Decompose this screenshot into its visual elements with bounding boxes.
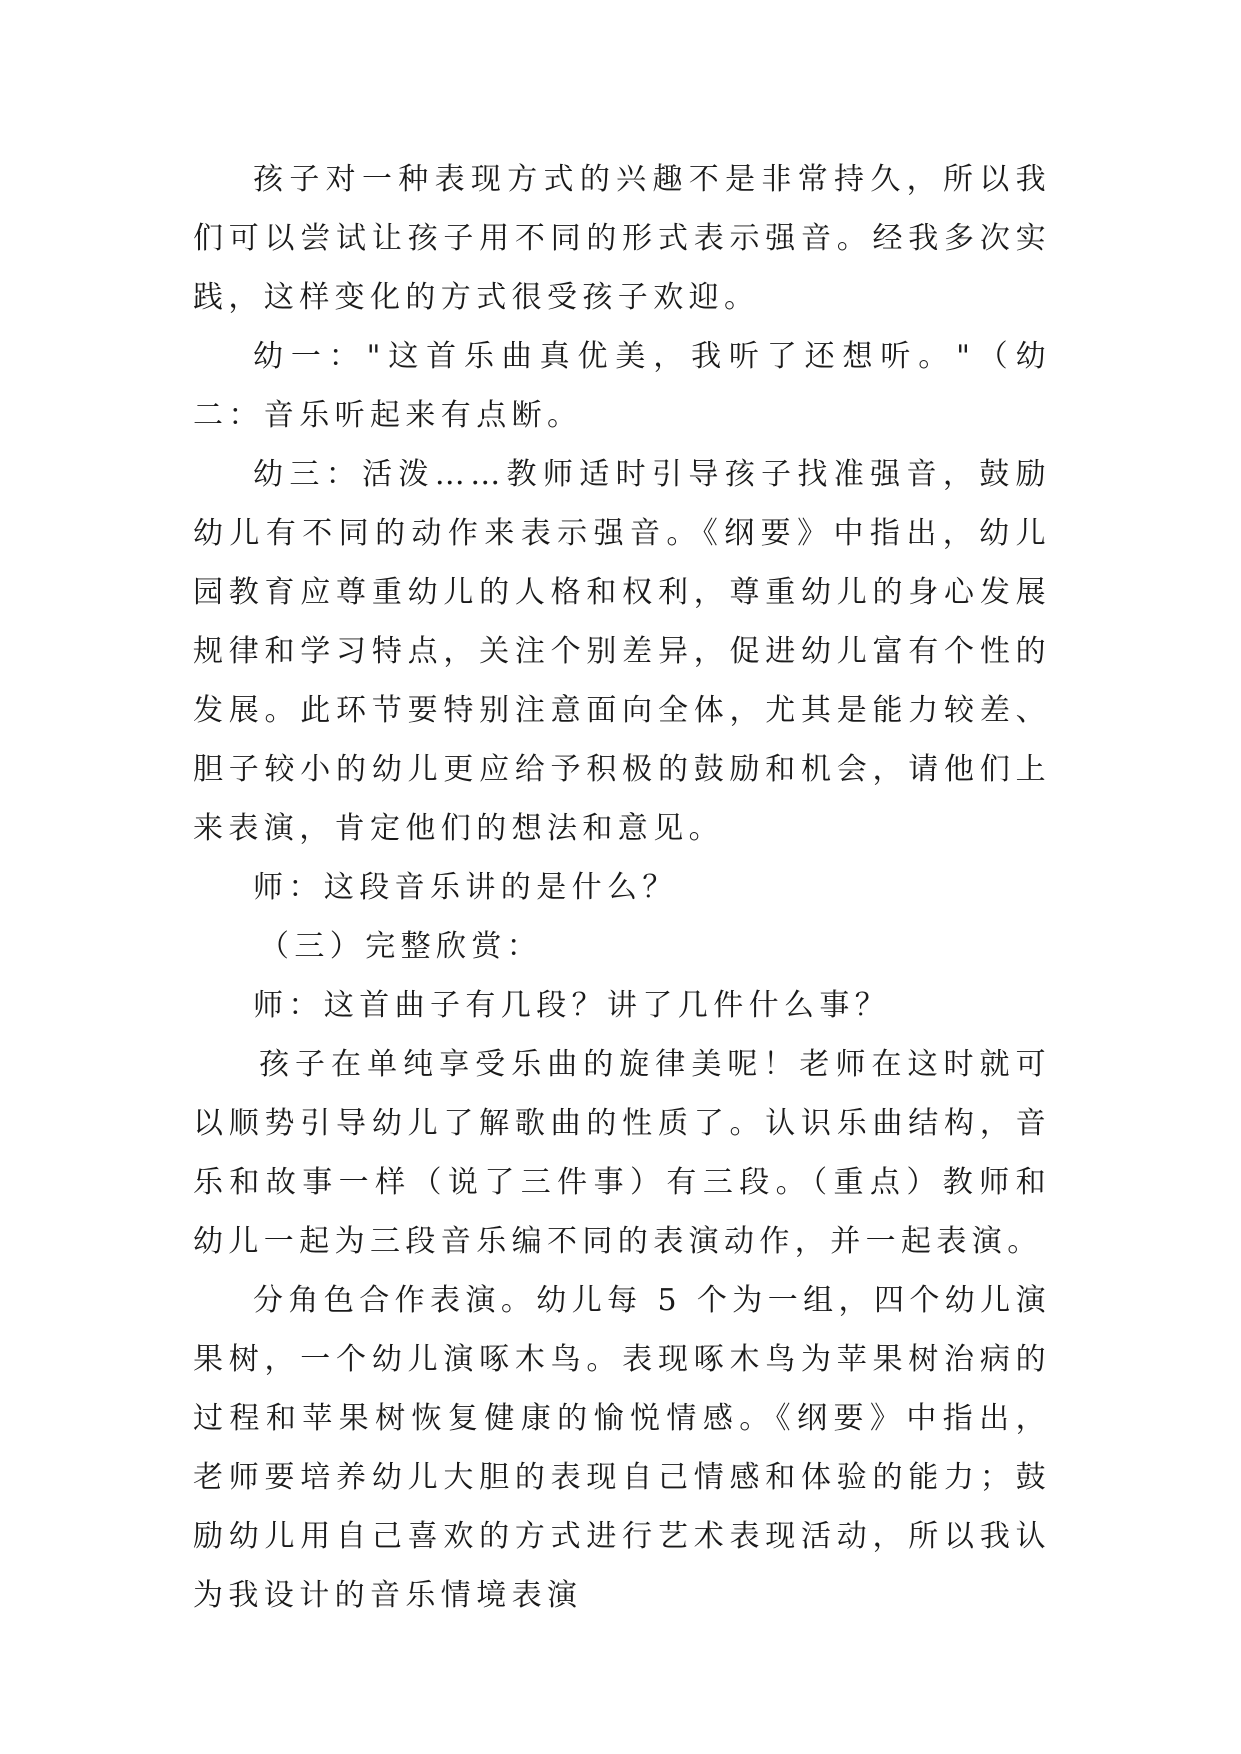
paragraph-5: （三）完整欣赏：: [259, 929, 543, 964]
paragraph-8: 分角色合作表演。幼儿每 5 个为一组，四个幼儿演果树，一个幼儿演啄木鸟。表现啄木鸟为苹果树治病的过程和苹果树恢复健康的愉悦情感。《纲要》中指出，老师要培养幼儿大胆的表现自己情感和体验的能力；鼓励幼儿用自己喜欢的方式进行艺术表现活动，所以我认为我设计的音乐情境表演: [193, 1283, 1051, 1613]
paragraph-2: 幼一："这首乐曲真优美，我听了还想听。"（幼二：音乐听起来有点断。: [193, 339, 1051, 433]
paragraph-6: 师：这首曲子有几段？讲了几件什么事？: [253, 988, 891, 1023]
paragraph-7: 孩子在单纯享受乐曲的旋律美呢！老师在这时就可以顺势引导幼儿了解歌曲的性质了。认识乐曲结构，音乐和故事一样（说了三件事）有三段。（重点）教师和幼儿一起为三段音乐编不同的表演动作，并一起表演。: [193, 1047, 1051, 1259]
document-body: [193, 150, 1051, 1625]
paragraph-4: 师：这段音乐讲的是什么？: [253, 870, 678, 905]
paragraph-1: 孩子对一种表现方式的兴趣不是非常持久，所以我们可以尝试让孩子用不同的形式表示强音。经我多次实践，这样变化的方式很受孩子欢迎。: [193, 162, 1051, 315]
paragraph-3: 幼三：活泼……教师适时引导孩子找准强音，鼓励幼儿有不同的动作来表示强音。《纲要》中指出，幼儿园教育应尊重幼儿的人格和权利，尊重幼儿的身心发展规律和学习特点，关注个别差异，促进幼儿富有个性的发展。此环节要特别注意面向全体，尤其是能力较差、胆子较小的幼儿更应给予积极的鼓励和机会，请他们上来表演，肯定他们的想法和意见。: [193, 457, 1051, 846]
